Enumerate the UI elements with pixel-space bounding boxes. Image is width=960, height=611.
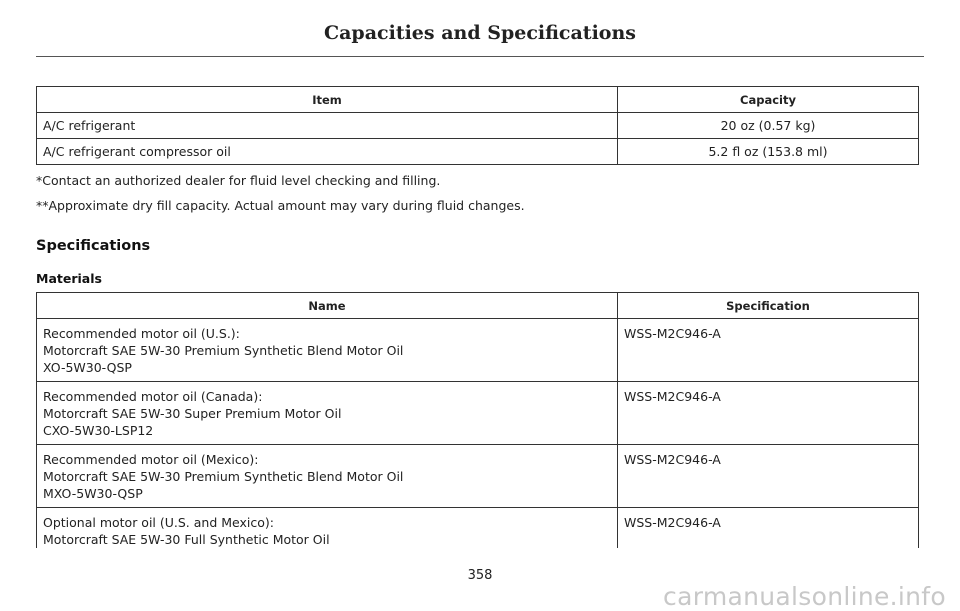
sub-heading: Materials	[36, 271, 102, 286]
materials-table	[36, 292, 919, 548]
name-line: XO-5W30-QSP	[43, 360, 132, 375]
table-header-row	[37, 293, 919, 319]
table-row	[37, 139, 919, 165]
table-row	[37, 113, 919, 139]
footnote-dealer: *Contact an authorized dealer for fluid level checking and filling.	[36, 173, 441, 188]
column-header-item: Item	[37, 87, 618, 113]
name-line: CXO-5W30-LSP12	[43, 423, 154, 438]
capacity-cell: 5.2 fl oz (153.8 ml)	[618, 139, 919, 165]
specification-cell: WSS-M2C946-A	[618, 445, 919, 508]
name-line: Motorcraft SAE 5W-30 Premium Synthetic Blend Motor Oil	[43, 469, 404, 484]
name-line: Motorcraft SAE 5W-30 Full Synthetic Motor Oil	[43, 532, 330, 547]
name-line: MXO-5W30-QSP	[43, 486, 143, 501]
table-header-row	[37, 87, 919, 113]
specification-cell: WSS-M2C946-A	[618, 382, 919, 445]
name-line: Recommended motor oil (Mexico):	[43, 452, 259, 467]
name-line: Motorcraft SAE 5W-30 Premium Synthetic Blend Motor Oil	[43, 343, 404, 358]
column-header-capacity: Capacity	[618, 87, 919, 113]
page-title: Capacities and Specifications	[324, 22, 636, 44]
page-number: 358	[467, 568, 493, 583]
specification-cell: WSS-M2C946-A	[618, 508, 919, 549]
name-cell	[37, 445, 618, 508]
name-line: Motorcraft SAE 5W-30 Super Premium Motor Oil	[43, 406, 342, 421]
name-cell	[37, 508, 618, 549]
footnote-dry-fill: **Approximate dry fill capacity. Actual amount may vary during fluid changes.	[36, 198, 525, 213]
specification-cell: WSS-M2C946-A	[618, 319, 919, 382]
name-line: Recommended motor oil (Canada):	[43, 389, 263, 404]
table-row	[37, 319, 919, 382]
table-row	[37, 508, 919, 549]
capacity-cell: 20 oz (0.57 kg)	[618, 113, 919, 139]
column-header-name: Name	[37, 293, 618, 319]
name-line: Recommended motor oil (U.S.):	[43, 326, 240, 341]
item-cell: A/C refrigerant compressor oil	[37, 139, 618, 165]
table-row	[37, 445, 919, 508]
column-header-specification: Specification	[618, 293, 919, 319]
capacities-table	[36, 86, 919, 165]
name-cell	[37, 382, 618, 445]
table-row	[37, 382, 919, 445]
watermark: carmanualsonline.info	[663, 582, 946, 611]
name-line: Optional motor oil (U.S. and Mexico):	[43, 515, 274, 530]
name-cell	[37, 319, 618, 382]
item-cell: A/C refrigerant	[37, 113, 618, 139]
section-heading: Specifications	[36, 238, 151, 254]
title-divider	[36, 56, 924, 57]
